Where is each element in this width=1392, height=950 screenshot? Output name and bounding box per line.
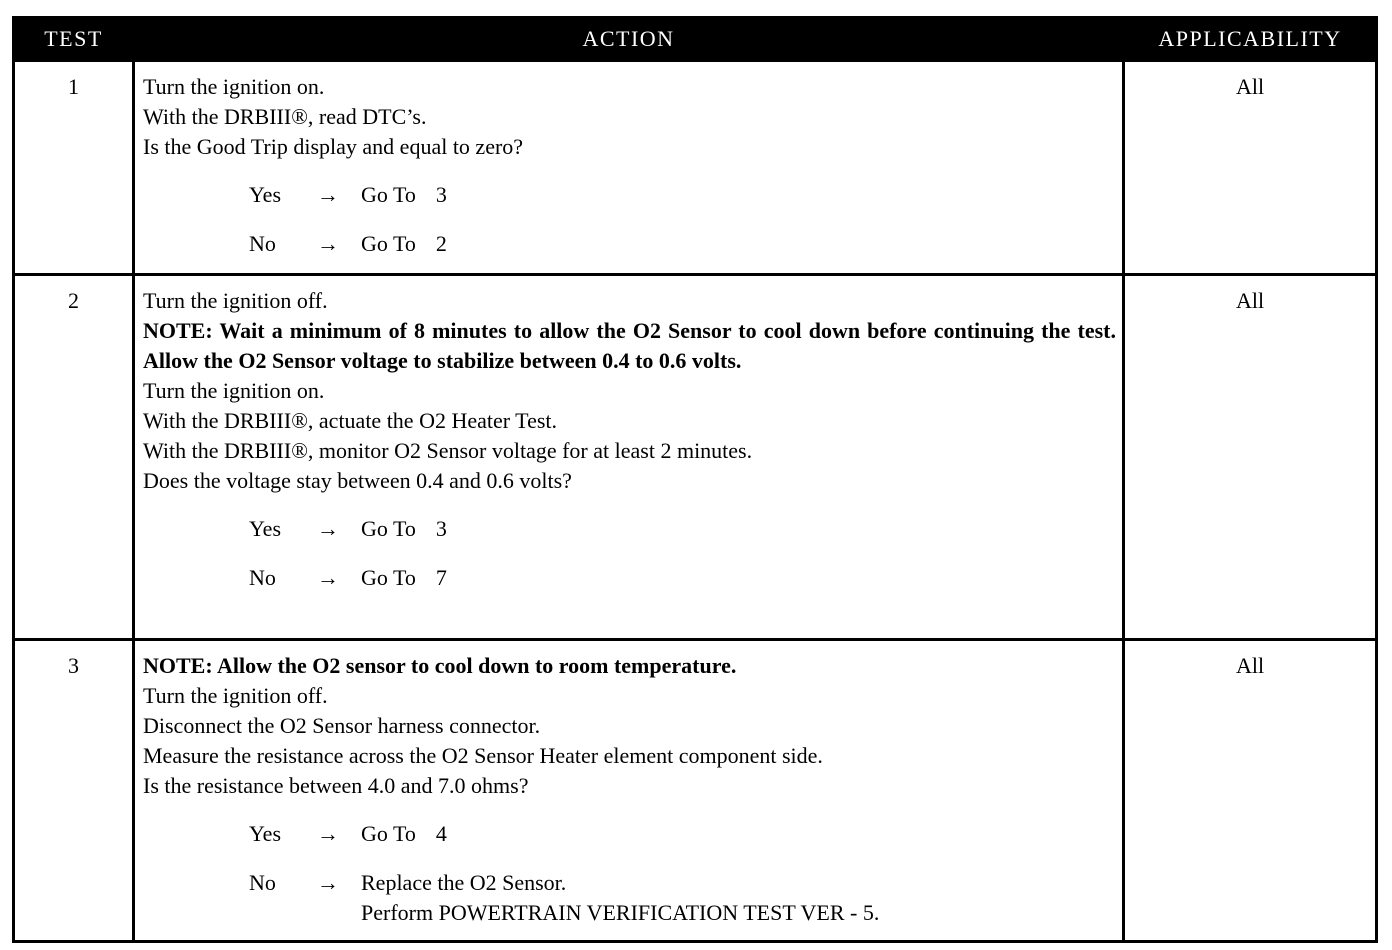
choice-answer: Yes — [249, 821, 282, 846]
action-line: Turn the ignition off. — [143, 288, 328, 313]
note-text: NOTE: Wait a minimum of 8 minutes to allow the O2 Sensor to cool down before continuing the test. Allow the O2 Sensor voltage to stabilize between 0.4 to 0.6 volts. — [143, 318, 1116, 373]
applicability-cell: All — [1124, 640, 1377, 942]
goto-label: Go To — [361, 231, 416, 256]
goto-label: Go To — [361, 516, 416, 541]
choice-destination — [361, 229, 447, 259]
action-line: Turn the ignition on. — [143, 74, 325, 99]
action-cell — [134, 275, 1124, 640]
action-cell — [134, 61, 1124, 275]
goto-target: 7 — [435, 565, 447, 590]
test-number: 1 — [14, 61, 134, 275]
goto-target: 4 — [435, 821, 447, 846]
choice-answer: No — [249, 565, 276, 590]
choice-no — [249, 563, 1116, 593]
test-number: 2 — [14, 275, 134, 640]
test-number: 3 — [14, 640, 134, 942]
action-line: With the DRBIII®, monitor O2 Sensor voltage for at least 2 minutes. — [143, 438, 753, 463]
right-arrow-icon: → — [317, 565, 339, 590]
header-row — [14, 18, 1377, 61]
choice-yes — [249, 514, 1116, 544]
action-cell — [134, 640, 1124, 942]
choice-no — [249, 229, 1116, 259]
goto-label: Go To — [361, 182, 416, 207]
action-line: Is the resistance between 4.0 and 7.0 ohms? — [143, 773, 529, 798]
choice-text: Perform POWERTRAIN VERIFICATION TEST VER - 5. — [361, 900, 880, 925]
choice-list — [143, 819, 1116, 928]
action-line: Measure the resistance across the O2 Sensor Heater element component side. — [143, 743, 823, 768]
diagnostic-test-table — [12, 16, 1378, 943]
right-arrow-icon: → — [317, 821, 339, 846]
applicability-cell: All — [1124, 61, 1377, 275]
right-arrow-icon: → — [317, 516, 339, 541]
right-arrow-icon: → — [317, 182, 339, 207]
note-text: NOTE: Allow the O2 sensor to cool down to room temperature. — [143, 653, 737, 678]
goto-target: 3 — [435, 182, 447, 207]
action-line: Turn the ignition on. — [143, 378, 325, 403]
goto-label: Go To — [361, 565, 416, 590]
table-row — [14, 640, 1377, 942]
choice-list — [143, 180, 1116, 259]
choice-yes — [249, 180, 1116, 210]
header-action: ACTION — [134, 18, 1124, 61]
action-line: With the DRBIII®, read DTC’s. — [143, 104, 427, 129]
choice-destination — [361, 563, 447, 593]
choice-answer: No — [249, 870, 276, 895]
action-line: Disconnect the O2 Sensor harness connector. — [143, 713, 541, 738]
header-applicability: APPLICABILITY — [1124, 18, 1377, 61]
action-line: Is the Good Trip display and equal to zero? — [143, 134, 524, 159]
header-test: TEST — [14, 18, 134, 61]
choice-list — [143, 514, 1116, 593]
goto-target: 2 — [435, 231, 447, 256]
choice-yes — [249, 819, 1116, 849]
table-row — [14, 275, 1377, 640]
goto-label: Go To — [361, 821, 416, 846]
choice-destination — [361, 819, 447, 849]
choice-destination — [361, 180, 447, 210]
right-arrow-icon: → — [317, 870, 339, 895]
choice-answer: No — [249, 231, 276, 256]
choice-answer: Yes — [249, 182, 282, 207]
choice-destination — [361, 868, 879, 928]
action-line: Turn the ignition off. — [143, 683, 328, 708]
right-arrow-icon: → — [317, 231, 339, 256]
action-line: Does the voltage stay between 0.4 and 0.6 volts? — [143, 468, 572, 493]
applicability-cell: All — [1124, 275, 1377, 640]
choice-text: Replace the O2 Sensor. — [361, 870, 567, 895]
goto-target: 3 — [435, 516, 447, 541]
choice-destination — [361, 514, 447, 544]
choice-answer: Yes — [249, 516, 282, 541]
action-line: With the DRBIII®, actuate the O2 Heater Test. — [143, 408, 558, 433]
table-row — [14, 61, 1377, 275]
choice-no — [249, 868, 1116, 928]
